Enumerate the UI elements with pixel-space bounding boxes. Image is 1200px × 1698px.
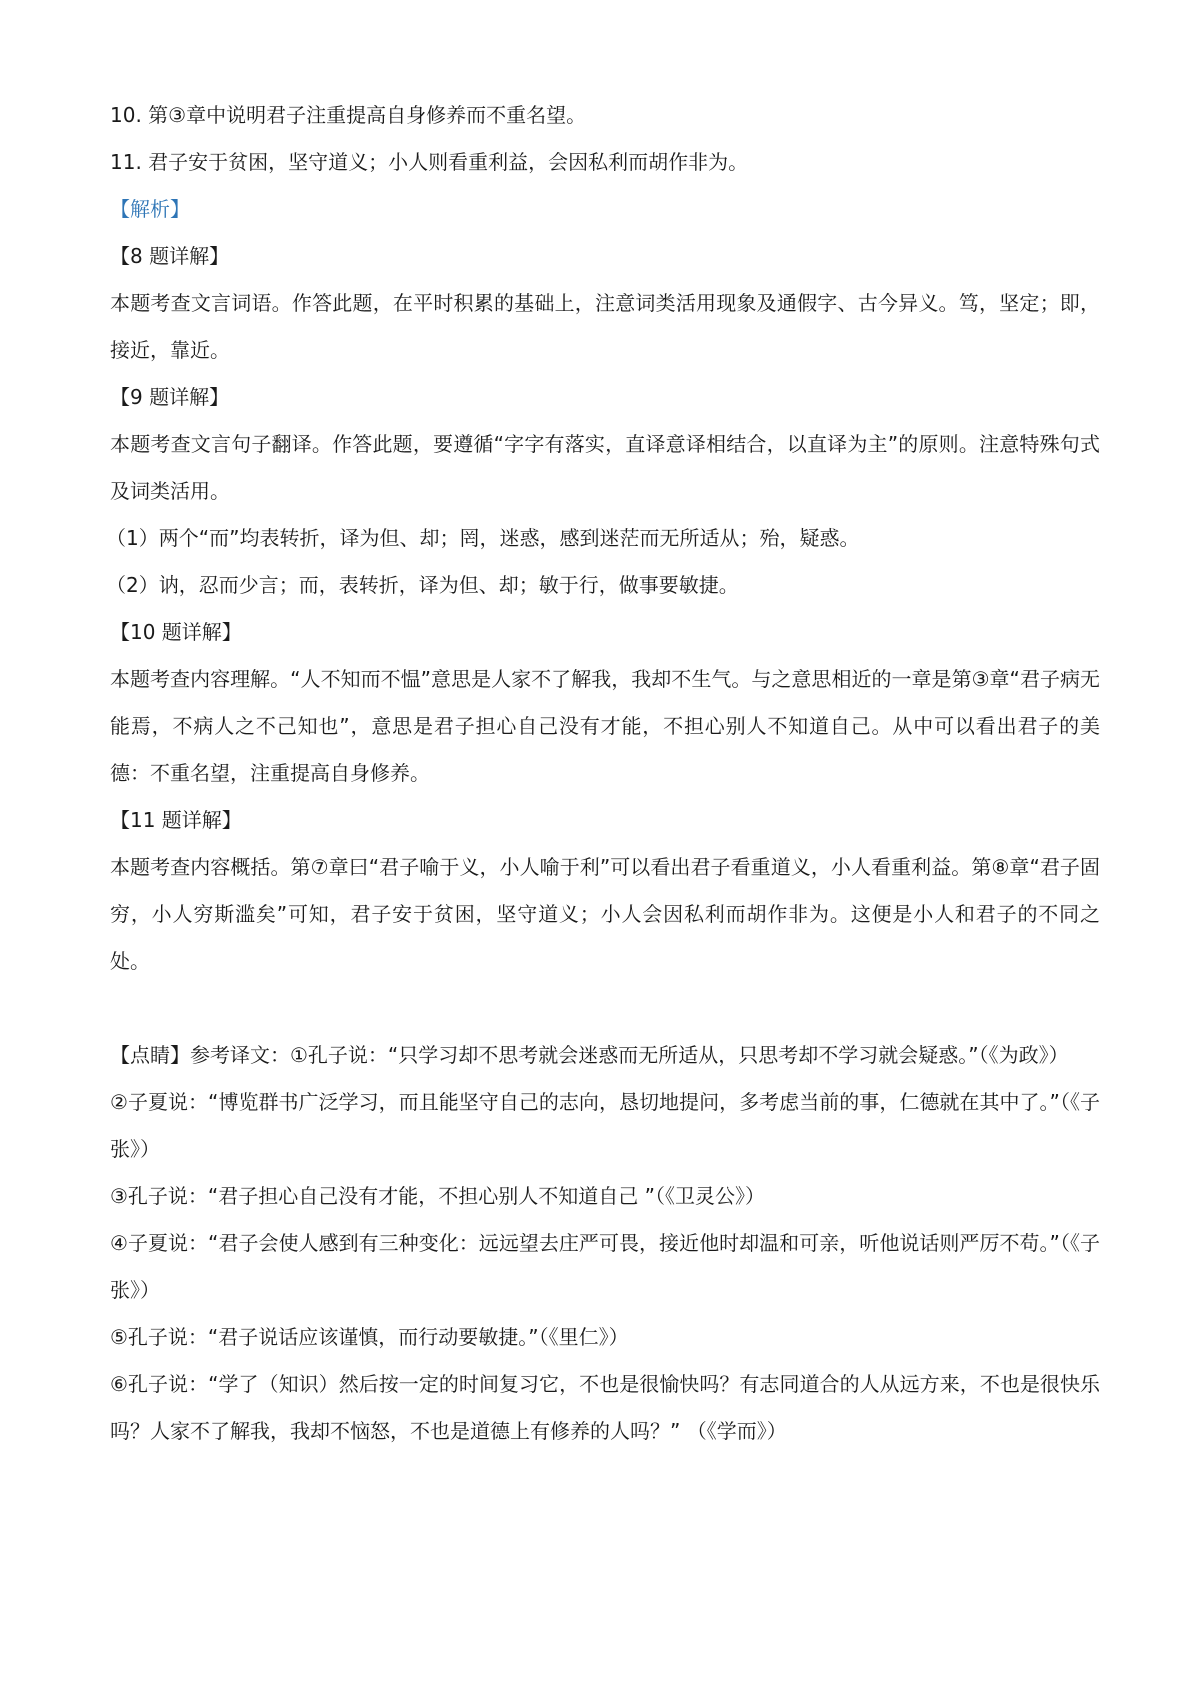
dianjing-paragraph-2: ②子夏说：“博览群书广泛学习，而且能坚守自己的志向，恳切地提问，多考虑当前的事，仁德就在其中了。”（《子张》） (110, 1090, 1100, 1161)
dianjing-paragraph-4: ④子夏说：“君子会使人感到有三种变化：远远望去庄严可畏，接近他时却温和可亲，听他说话则严厉不苟。”（《子张》） (110, 1231, 1100, 1302)
q9-item-1: （1）两个“而”均表转折，译为但、却；罔，迷惑，感到迷茫而无所适从；殆，疑惑。 (106, 526, 860, 550)
q8-body: 本题考查文言词语。作答此题，在平时积累的基础上，注意词类活用现象及通假字、古今异义。笃，坚定；即，接近，靠近。 (110, 291, 1100, 362)
q10-heading: 【10 题详解】 (110, 620, 242, 644)
dianjing-text-1: 参考译文：①孔子说：“只学习却不思考就会迷惑而无所适从，只思考却不学习就会疑惑。”（《为政》） (190, 1043, 1069, 1067)
q11-heading: 【11 题详解】 (110, 808, 242, 832)
document-page (106, 92, 1100, 1455)
q8-heading: 【8 题详解】 (110, 244, 230, 268)
dianjing-label: 【点睛】 (110, 1043, 190, 1067)
answer-11: 11. 君子安于贫困，坚守道义；小人则看重利益，会因私利而胡作非为。 (110, 150, 749, 174)
answer-10: 10. 第③章中说明君子注重提高自身修养而不重名望。 (110, 103, 587, 127)
q9-item-2: （2）讷，忍而少言；而，表转折，译为但、却；敏于行，做事要敏捷。 (106, 573, 739, 597)
q11-body: 本题考查内容概括。第⑦章曰“君子喻于义，小人喻于利”可以看出君子看重道义，小人看重利益。第⑧章“君子固穷，小人穷斯滥矣”可知，君子安于贫困，坚守道义；小人会因私利而胡作非为。这便是小人和君子的不同之处。 (110, 855, 1100, 973)
q9-heading: 【9 题详解】 (110, 385, 230, 409)
dianjing-paragraph-3: ③孔子说：“君子担心自己没有才能，不担心别人不知道自己 ”（《卫灵公》） (110, 1184, 766, 1208)
analysis-label: 【解析】 (110, 197, 190, 221)
dianjing-paragraph-6: ⑥孔子说：“学了（知识）然后按一定的时间复习它，不也是很愉快吗？有志同道合的人从远方来，不也是很快乐吗？人家不了解我，我却不恼怒，不也是道德上有修养的人吗？” （《学而》） (110, 1372, 1100, 1443)
dianjing-paragraph-1 (110, 1032, 1100, 1079)
dianjing-paragraph-5: ⑤孔子说：“君子说话应该谨慎，而行动要敏捷。”（《里仁》） (110, 1325, 629, 1349)
q9-body: 本题考查文言句子翻译。作答此题，要遵循“字字有落实，直译意译相结合，以直译为主”的原则。注意特殊句式及词类活用。 (110, 432, 1100, 503)
section-gap (110, 985, 1100, 1032)
q10-body: 本题考查内容理解。“人不知而不愠”意思是人家不了解我，我却不生气。与之意思相近的一章是第③章“君子病无能焉，不病人之不己知也”，意思是君子担心自己没有才能，不担心别人不知道自己。从中可以看出君子的美德：不重名望，注重提高自身修养。 (110, 667, 1100, 785)
